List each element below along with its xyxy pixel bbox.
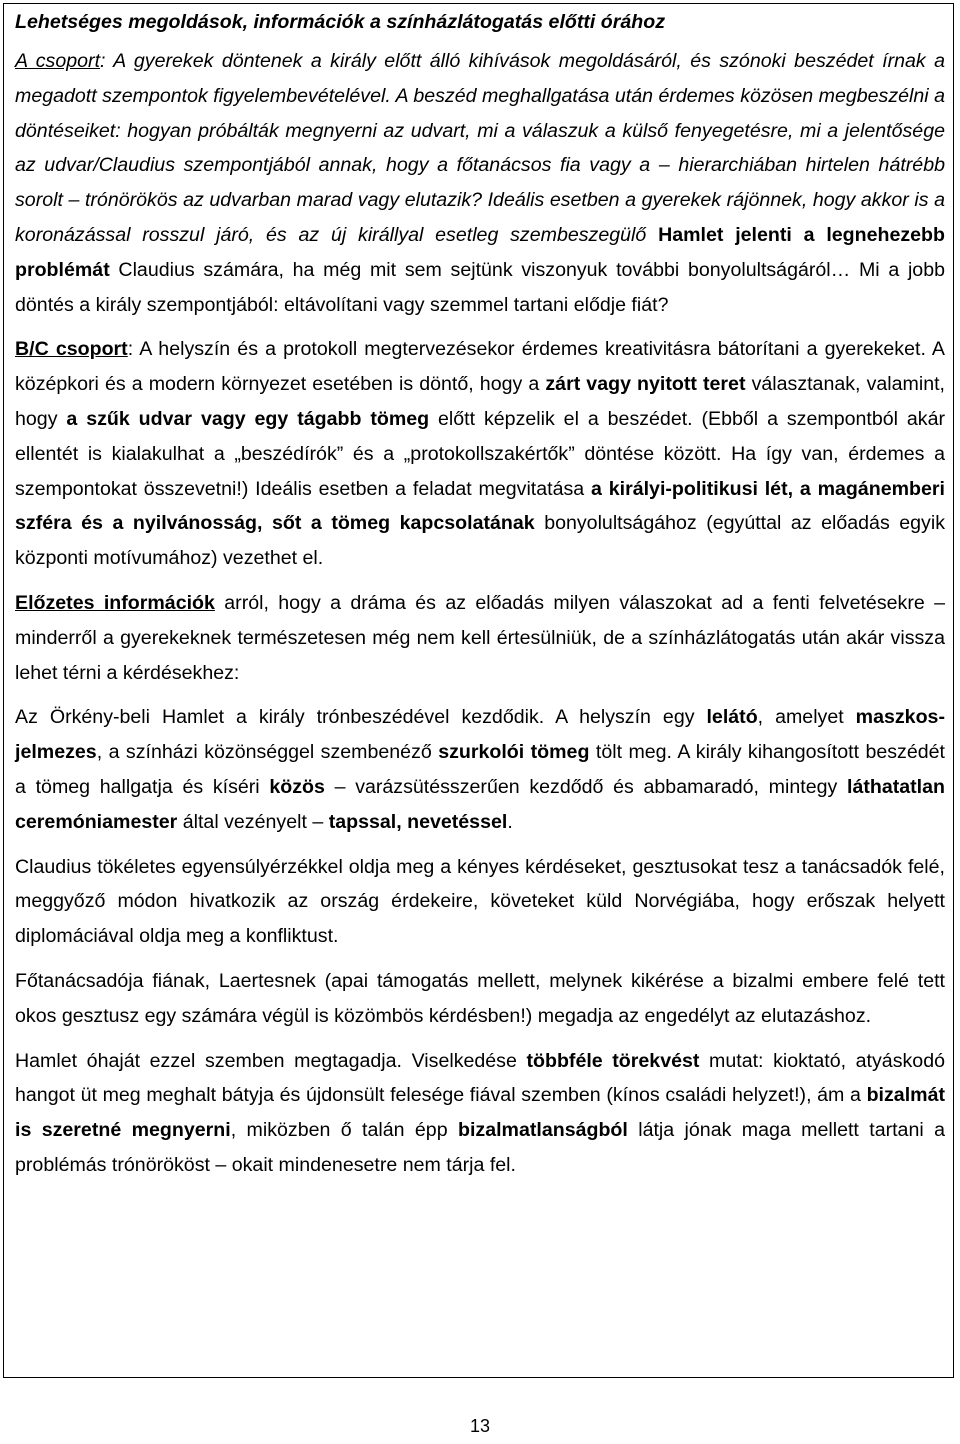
bold-text: bizalmát is szeretné megnyerni [15,1084,945,1142]
paragraph-prior-info [15,586,945,690]
text: tölt meg. A király kihangosított beszédét a tömeg hallgatja és kíséri [15,741,945,798]
text: arról, hogy a dráma és az előadás milyen válaszokat ad a fenti felvetésekre – minderről a gyerekeknek természetesen még nem kell értesülniük, de a színházlátogatás után akár vissza lehet térni a kérdésekhez: [15,591,945,684]
paragraph-throne-speech [15,700,945,839]
document-title: Lehetséges megoldások, információk a színházlátogatás előtti órához [15,11,666,33]
text: , miközben ő talán épp [230,1119,458,1142]
text: Az Örkény-beli Hamlet a király trónbeszédével kezdődik. A helyszín egy [15,706,707,729]
bold-text: lelátó [706,706,758,729]
text: . [507,810,513,833]
bold-text: zárt vagy nyitott teret [545,373,746,396]
text: előtt képzelik el a beszédet. (Ebből a szempontból akár ellentét is kialakulhat a „beszédírók” és a „protokollszakértők” döntése között. Ha így van, érdemes a szempontokat összevetni!) Ideális esetben a feladat megvitatása [15,407,946,500]
bold-text: bizalmatlanságból [457,1119,628,1142]
text: Claudius tökéletes egyensúlyérzékkel oldja meg a kényes kérdéseket, gesztusokat tesz a tanácsadók felé, meggyőző módon hivatkozik az ország érdekeire, követeket küld Norvégiába, hogy erőszak helyett diplomáciával oldja meg a konfliktust. [15,855,945,948]
text: – varázsütésszerűen kezdődő és abbamaradó, mintegy [324,775,847,798]
bold-text: a szűk udvar vagy egy tágabb tömeg [66,407,430,430]
document-body [15,4,945,1183]
group-bc-label: B/C csoport [15,338,128,361]
text: Főtanácsadója fiának, Laertesnek (apai támogatás mellett, melynek kikérése a bizalmi embere felé tett okos gesztusz egy számára végül is közömbös kérdésben!) megadja az engedélyt az elutazáshoz. [15,969,945,1027]
bold-text: többféle törekvést [526,1049,700,1072]
text: látja jónak maga mellett tartani a problémás trónörököst – okait mindenesetre nem tárja fel. [15,1119,945,1176]
bold-text: közös [269,775,325,798]
paragraph-hamlet [15,1044,945,1183]
paragraph-group-bc [15,332,945,576]
bold-text: szurkolói tömeg [438,741,590,764]
prior-info-label: Előzetes információk [15,591,215,614]
text: mutat: kioktató, atyáskodó hangot üt meg meghalt bátyja és újdonsült felesége fiával szemben (kínos családi helyzet!), ám a [15,1049,945,1107]
paragraph-laertes [15,964,945,1034]
paragraph-claudius [15,850,945,954]
bold-text: Hamlet jelenti a legnehezebb problémát [15,223,945,281]
group-a-label: A csoport [15,50,101,72]
text: , amelyet [757,706,856,729]
text: , a színházi közönséggel szembenéző [96,741,439,764]
bold-text: a királyi-politikusi lét, a magánemberi szféra és a nyilvánosság, sőt a tömeg kapcsolatának [15,477,945,535]
text: : A gyerekek döntenek a király előtt álló kihívások megoldásáról, és szónoki beszédet írnak a megadott szempontok figyelembevételével. A beszéd meghallgatása után érdemes közösen megbeszélni a döntéseiket: hogyan próbálták megnyerni az udvart, mi a válaszuk a külső fenyegetésre, mi a jelentősége az udvar/Claudius szempontjából annak, hogy a főtanácsos fia vagy a – hierarchiában hirtelen hátrébb sorolt – trónörökös az udvarban marad vagy elutazik? [15,50,945,212]
bold-text: tapssal, nevetéssel [328,810,508,833]
text: választanak, valamint, hogy [15,373,945,430]
page-number: 13 [469,1416,491,1436]
bold-text: láthatatlan ceremóniamester [15,775,945,833]
text: bonyolultságához (egyúttal az előadás egyik központi motívumához) vezethet el. [15,512,945,570]
text: által vezényelt – [177,810,329,833]
bold-text: maszkos-jelmezes [15,706,945,764]
text: Hamlet óhaját ezzel szemben megtagadja. Viselkedése [15,1049,527,1072]
text: Ideális esetben a gyerekek rájönnek, hogy akkor is a koronázással rosszul járó, és az új királlyal esetleg szembeszegülő [15,189,946,246]
paragraph-group-a [15,44,945,322]
text: : A helyszín és a protokoll megtervezésekor érdemes kreativitásra bátorítani a gyerekeket. A középkori és a modern környezet esetében is döntő, hogy a [15,338,945,396]
text: Claudius számára, ha még mit sem sejtünk viszonyuk további bonyolultságáról… Mi a jobb döntés a király szempontjából: eltávolítani vagy szemmel tartani elődje fiát? [15,258,945,316]
